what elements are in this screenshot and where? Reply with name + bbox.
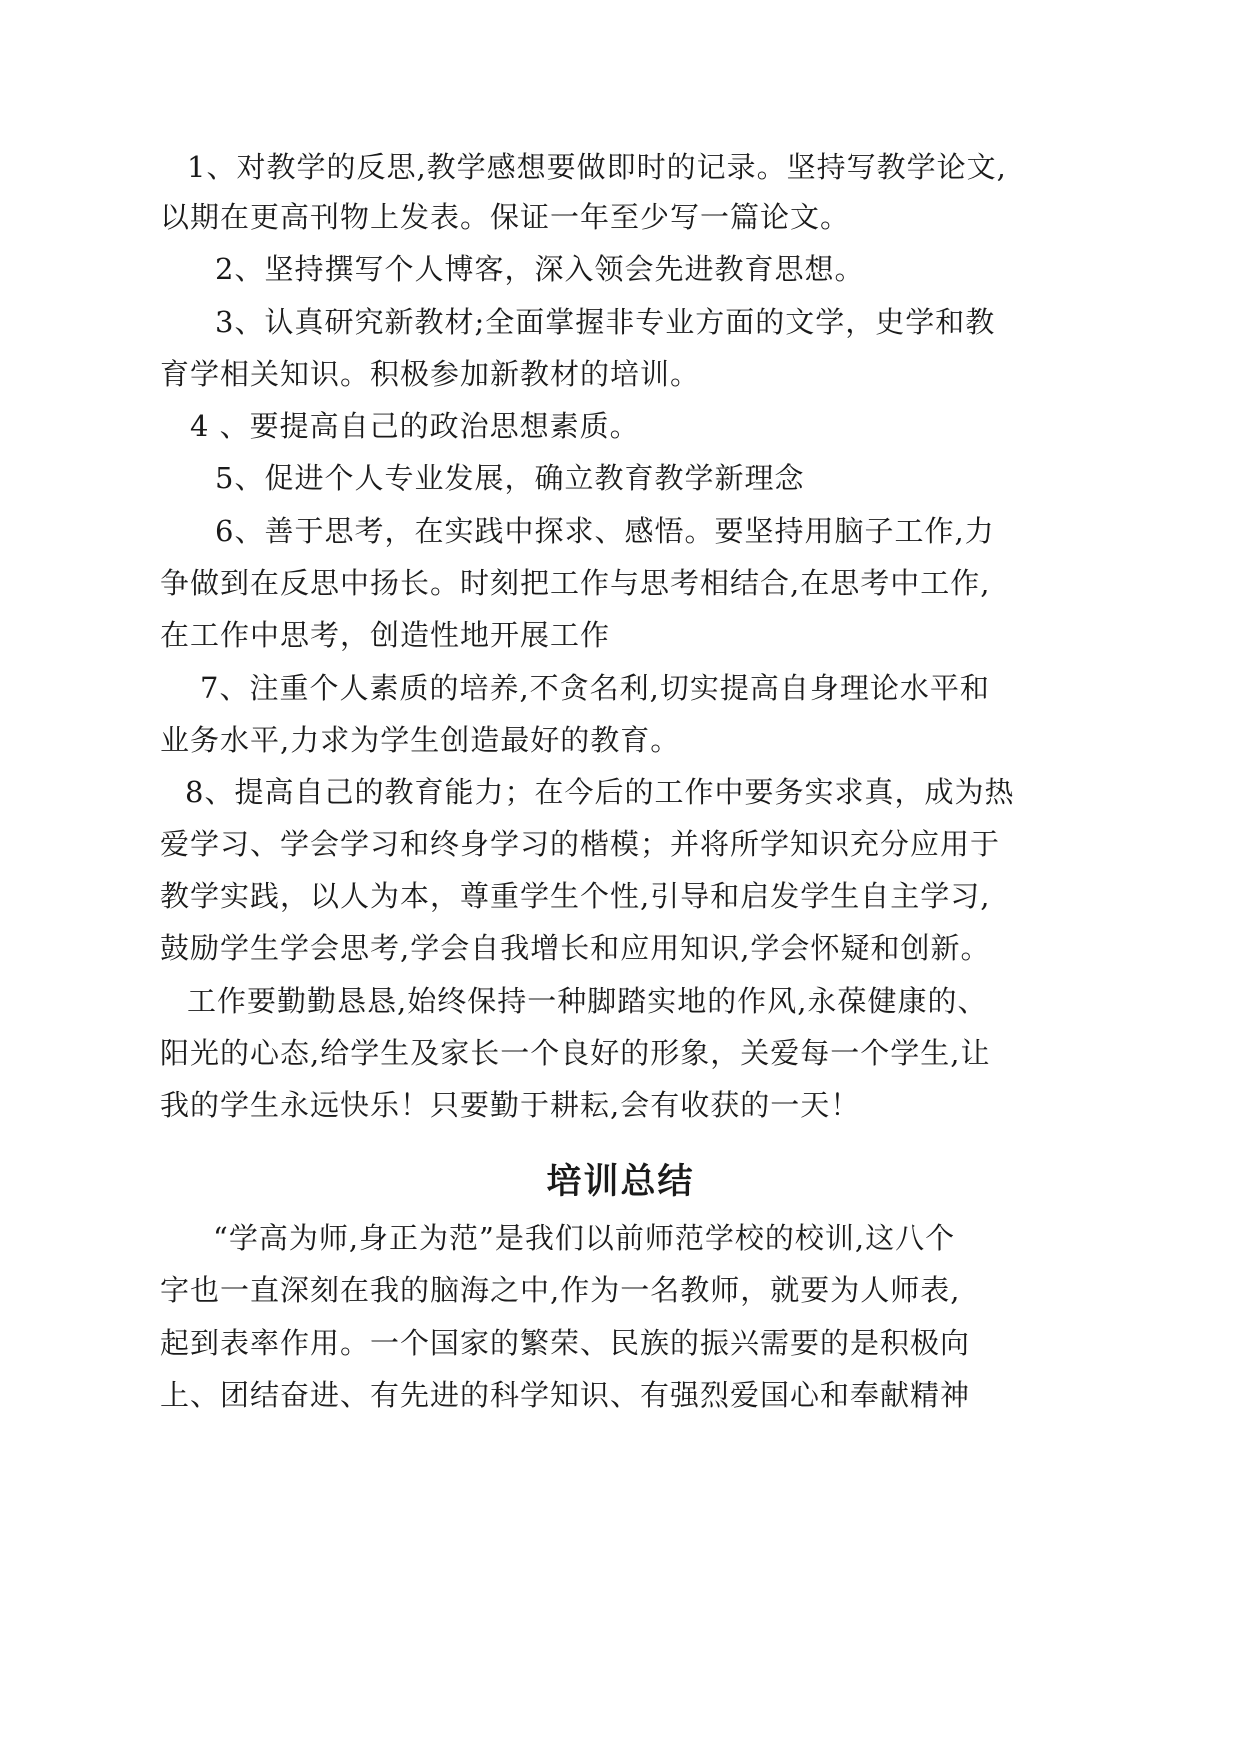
text-line: 起到表率作用。一个国家的繁荣、民族的振兴需要的是积极向 — [160, 1326, 971, 1360]
text-line: 3、认真研究新教材;全面掌握非专业方面的文学，史学和教 — [215, 305, 996, 339]
text-line: 我的学生永远快乐！只要勤于耕耘,会有收获的一天！ — [160, 1088, 861, 1122]
text-line: 字也一直深刻在我的脑海之中,作为一名教师，就要为人师表, — [160, 1273, 961, 1307]
text-line: 5、促进个人专业发展，确立教育教学新理念 — [215, 461, 805, 495]
text-line: 2、坚持撰写个人博客，深入领会先进教育思想。 — [215, 252, 865, 286]
text-line: 6、善于思考，在实践中探求、感悟。要坚持用脑子工作,力 — [215, 514, 995, 548]
text-line: 以期在更高刊物上发表。保证一年至少写一篇论文。 — [160, 200, 851, 234]
text-line: 工作要勤勤恳恳,始终保持一种脚踏实地的作风,永葆健康的、 — [187, 984, 988, 1018]
text-line: 1、对教学的反思,教学感想要做即时的记录。坚持写教学论文, — [187, 150, 1007, 184]
text-line: 阳光的心态,给学生及家长一个良好的形象，关爱每一个学生,让 — [160, 1036, 991, 1070]
text-line: 上、团结奋进、有先进的科学知识、有强烈爱国心和奉献精神 — [160, 1378, 971, 1412]
text-line: 业务水平,力求为学生创造最好的教育。 — [160, 723, 681, 757]
text-line: 育学相关知识。积极参加新教材的培训。 — [160, 357, 701, 391]
text-line: 在工作中思考，创造性地开展工作 — [160, 618, 611, 652]
text-line: 7、注重个人素质的培养,不贪名利,切实提高自身理论水平和 — [200, 671, 990, 705]
section-title: 培训总结 — [546, 1162, 695, 1202]
text-line: 爱学习、学会学习和终身学习的楷模；并将所学知识充分应用于 — [160, 827, 1001, 861]
text-line: 4 、要提高自己的政治思想素质。 — [190, 409, 640, 443]
text-line: 教学实践，以人为本，尊重学生个性,引导和启发学生自主学习, — [160, 879, 991, 913]
text-line: “学高为师,身正为范”是我们以前师范学校的校训,这八个 — [213, 1221, 956, 1255]
text-line: 鼓励学生学会思考,学会自我增长和应用知识,学会怀疑和创新。 — [160, 931, 991, 965]
text-line: 争做到在反思中扬长。时刻把工作与思考相结合,在思考中工作, — [160, 566, 991, 600]
text-line: 8、提高自己的教育能力；在今后的工作中要务实求真，成为热 — [185, 775, 1015, 809]
